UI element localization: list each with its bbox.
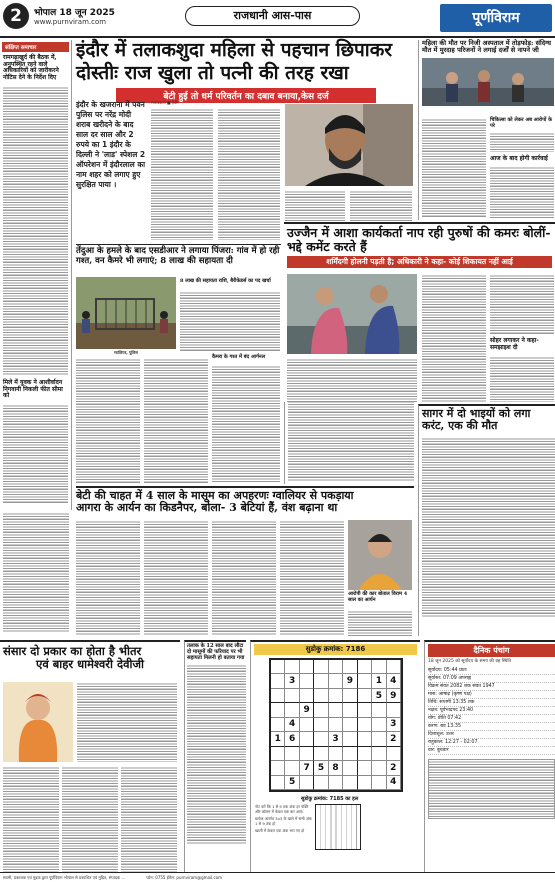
sudoku-cell — [358, 747, 372, 761]
sudoku-cell: 4 — [285, 718, 299, 732]
ujjain-headline: उज्जैन में आशा कार्यकर्ता नाप रही पुरुषों की कमरः बोलीं- भद्दे कमेंट करते हैं — [287, 225, 551, 254]
sudoku-cell — [285, 660, 299, 674]
kidnap-story — [76, 486, 414, 636]
sudoku-cell — [285, 703, 299, 717]
left-column — [0, 40, 72, 510]
panchang-line: दिशाशूल: उत्तर — [428, 731, 555, 739]
sudoku-cell — [372, 718, 386, 732]
sudoku-tip-1: नोट करें कि 1 से 9 तक अंक हर पंक्ति और कॉलम में केवल एक बार आएं। — [255, 804, 309, 814]
brand-logo: पूर्णविराम — [440, 4, 552, 32]
sudoku-cell: 5 — [372, 689, 386, 703]
sudoku-cell — [314, 732, 328, 746]
leopard-body-4 — [212, 365, 280, 483]
ujjain-body-1 — [287, 358, 417, 402]
sudoku-cell: 3 — [285, 674, 299, 688]
sudoku-cell — [329, 747, 343, 761]
sudoku-cell — [343, 689, 357, 703]
religion-photo — [3, 682, 73, 762]
main-headline-line1: इंदौर में तलाकशुदा महिला से पहचान छिपाकर — [76, 39, 393, 61]
leopard-headline: तेंदुआ के हमले के बाद एसडीआर ने लगाया पिंजरा: गांव में हो रही गश्त, वन कैमरे भी लगाएं; 8 लाख की सहायता दी — [76, 246, 280, 266]
sudoku-cell: 7 — [300, 761, 314, 775]
leopard-body-1 — [76, 358, 140, 483]
sudoku-cell — [329, 660, 343, 674]
sudoku-cell — [343, 703, 357, 717]
sudoku-cell — [358, 761, 372, 775]
sudoku-tip-2: प्रत्येक अंतर्गत 3x3 के खाने में सभी अंक 1 से 9 तक हो — [255, 816, 312, 826]
panchang-table — [428, 759, 555, 819]
sudoku-cell: 2 — [387, 761, 401, 775]
sudoku-tip-3: खाली में केवल एक अंक भरा गए हो — [255, 828, 305, 833]
left-lower-body — [3, 512, 69, 632]
right-top-headline: महिला की मौत पर निजी अस्पताल में तोड़फोड़: संदिग्ध मौत में मुरदाह परिजनों ने लगाई दर्जों से नापने जी — [422, 39, 551, 55]
sudoku-cell: 9 — [300, 703, 314, 717]
ujjain-photo — [287, 274, 417, 354]
religion-story — [0, 640, 180, 872]
sudoku-cell — [372, 761, 386, 775]
sudoku-cell — [271, 718, 285, 732]
main-headline-line2: दोस्तीः राज खुला तो पत्नी की तरह रखा — [76, 62, 349, 85]
leopard-photo — [76, 277, 176, 349]
sudoku-cell — [372, 732, 386, 746]
sudoku-cell — [343, 732, 357, 746]
ujjain-body-3 — [490, 274, 554, 334]
sudoku-cell — [271, 747, 285, 761]
leopard-body-3 — [180, 291, 280, 351]
dateline: भोपाल 18 जून 2025 — [34, 8, 115, 18]
ujjain-body-2 — [422, 274, 486, 402]
ujjain-band: शर्मिंदगी होलनी पड़ती है; अधिकारी ने कहा- कोई शिकायत नहीं आई — [287, 256, 552, 268]
sudoku-cell — [314, 776, 328, 790]
sudoku-cell — [358, 776, 372, 790]
sudoku-cell — [285, 761, 299, 775]
sudoku-tips — [255, 804, 313, 833]
panchang-date: 18 जून 2025 को सूर्योदय के समय की ग्रह स्थिति — [428, 659, 512, 664]
leopard-story — [76, 244, 281, 484]
sudoku-cell — [329, 703, 343, 717]
sudoku-cell: 4 — [387, 674, 401, 688]
panchang-line: सूर्योदय: 05:44 प्रातः — [428, 667, 555, 675]
main-body-col1 — [151, 108, 213, 240]
kidnap-photo — [348, 520, 412, 590]
sudoku-answer-grid — [315, 804, 361, 850]
kidnap-headline-line2: आगरा के आर्यन का किडनैपर, बोला- 3 बेटियां हैं, वंश बढ़ाना था — [76, 501, 338, 515]
footer-contact: फोन: 0755 ईमेल: purnviram@gmail.com — [146, 875, 222, 880]
main-story — [76, 40, 414, 240]
kidnap-body-3 — [212, 520, 276, 636]
right-top-subhead-b: आज के बाद होगी कार्रवाई — [490, 155, 548, 162]
brief2-body — [3, 404, 68, 504]
sudoku-cell — [271, 674, 285, 688]
leopard-photo-caption: ग्वालियर, पुलिस — [114, 350, 138, 355]
sudoku-cell — [271, 660, 285, 674]
sudoku-cell: 3 — [329, 732, 343, 746]
sudoku-cell: 6 — [285, 732, 299, 746]
sudoku-cell — [343, 761, 357, 775]
religion-body-1 — [77, 682, 177, 762]
panchang-line: विक्रम संवत 2082 शक संवत 1947 — [428, 683, 555, 691]
footer — [0, 872, 555, 882]
sudoku-cell — [300, 660, 314, 674]
brief-body — [3, 86, 68, 376]
sudoku-cell — [358, 689, 372, 703]
sudoku-cell: 1 — [372, 674, 386, 688]
sudoku-cell — [314, 703, 328, 717]
sudoku-cell — [343, 660, 357, 674]
sudoku-cell — [300, 776, 314, 790]
sudoku-cell — [329, 674, 343, 688]
religion-headline-line1: संसार दो प्रकार का होता है भीतर — [3, 644, 142, 658]
sudoku-cell: 1 — [271, 732, 285, 746]
panchang-line: सूर्यास्त: 07:09 अपराह्न — [428, 675, 555, 683]
right-top-photo — [422, 58, 554, 106]
main-pullquote: इंदौर के खजराना में पवन पुलिस पर नरेंद्र मोदी शराब खरीदने के बाद साल दर साल और 2 रुपये का 1 इंदौर के दिल्ली ने 'लाड' स्पेशल 2 ऑपरेशन में इंदौरलाल का नाम शहर को लगाए हुए सुरक्षित पाया । — [76, 100, 146, 189]
panchang-panel — [424, 640, 555, 872]
sudoku-cell — [329, 718, 343, 732]
main-byline: संवाददाता ■ इंदौर — [151, 100, 179, 105]
sudoku-cell — [271, 761, 285, 775]
brief-section-tag: संक्षिप्त समाचार — [2, 42, 69, 52]
sudoku-cell — [314, 718, 328, 732]
right-top-body-b — [490, 132, 554, 152]
panchang-line: नक्षत्र: पूर्वभाद्रपद 23:40 — [428, 707, 555, 715]
sudoku-cell — [358, 660, 372, 674]
sudoku-panel — [250, 640, 420, 872]
sudoku-cell — [314, 674, 328, 688]
panchang-line: मास: आषाढ़ (कृष्ण पक्ष) — [428, 691, 555, 699]
sudoku-cell — [358, 732, 372, 746]
ujjain-subhead: सोहर लगाकर ने कहा- समझाइश दी — [490, 337, 539, 351]
main-story-photo — [285, 104, 413, 186]
sudoku-cell — [343, 776, 357, 790]
sudoku-cell: 2 — [387, 732, 401, 746]
sudoku-cell — [300, 747, 314, 761]
leopard-body-2 — [144, 358, 208, 483]
panchang-line: वार: बुधवार — [428, 747, 555, 755]
sudoku-cell — [329, 689, 343, 703]
page-number: 2 — [3, 3, 29, 29]
panchang-line: योग: प्रीति 07:42 — [428, 715, 555, 723]
sudoku-cell — [358, 703, 372, 717]
main-body-col2 — [218, 108, 280, 240]
sudoku-cell: 4 — [387, 776, 401, 790]
sudoku-cell — [300, 732, 314, 746]
brief2-headline: मिले में युवक ने आशीर्वादन निगवानी निकली फीत सीमा को — [3, 378, 63, 400]
sudoku-cell — [343, 747, 357, 761]
sudoku-cell — [271, 776, 285, 790]
sudoku-grid — [269, 658, 403, 792]
sudoku-cell — [372, 703, 386, 717]
ujjain-body-4 — [490, 356, 554, 402]
panchang-title: दैनिक पंचांग — [428, 644, 555, 657]
kidnap-body-2 — [144, 520, 208, 636]
right-top-body-c — [490, 166, 554, 218]
sudoku-cell — [343, 718, 357, 732]
notice-story — [184, 640, 246, 872]
website[interactable]: www.purnviram.com — [34, 18, 107, 26]
sudoku-cell — [358, 718, 372, 732]
sudoku-cell — [314, 660, 328, 674]
right-top — [418, 40, 555, 220]
sudoku-cell — [271, 703, 285, 717]
sudoku-cell — [300, 674, 314, 688]
sagar-story — [418, 404, 555, 636]
sudoku-cell — [329, 776, 343, 790]
sudoku-cell — [358, 674, 372, 688]
panchang-line: करण: बव 13:35 — [428, 723, 555, 731]
sudoku-cell — [285, 689, 299, 703]
right-top-body-a — [422, 118, 486, 218]
main-subhead: बेटी हुई तो धर्म परिवर्तन का दबाव बनाया,केस दर्ज — [116, 88, 376, 103]
sudoku-cell: 3 — [387, 718, 401, 732]
sudoku-answer-title: सुडोकु क्रमांक: 7185 का हल — [301, 796, 359, 802]
religion-headline-line2: एवं बाहर धामेश्वरी देवीजी — [35, 656, 144, 671]
footer-imprint: स्वामी, प्रकाशक एवं मुद्रक द्वारा पूर्णविराम भोपाल से प्रकाशित एवं मुद्रित, संपादक ... — [3, 875, 126, 880]
sudoku-title: सुडोकु क्रमांक: 7186 — [254, 644, 417, 655]
leopard-subhead-a: 8 लाख की सहायता राशि, बैरीकेडर्स का पद खर्चा — [180, 278, 271, 284]
masthead — [0, 0, 555, 38]
panchang-lines — [428, 667, 555, 755]
sudoku-cell — [314, 747, 328, 761]
sudoku-cell — [285, 747, 299, 761]
sagar-body — [422, 437, 555, 617]
sudoku-cell — [387, 747, 401, 761]
panchang-line: राहुकाल: 12:27 - 02:07 — [428, 739, 555, 747]
sudoku-cell — [314, 689, 328, 703]
panchang-line: तिथि: सप्तमी 13:35 तक — [428, 699, 555, 707]
sudoku-cell — [387, 703, 401, 717]
sudoku-cell — [387, 660, 401, 674]
kidnap-subhead: आरोपी की कार बोताल विराम 4 साल का आर्यन — [348, 591, 408, 603]
right-top-subhead-a: चिकित्सा को लेकर अब आरोपों के परे — [490, 117, 552, 129]
religion-body-2 — [3, 766, 59, 872]
sagar-headline: सागर में दो भाइयों को लगा करंट, एक की मौत — [422, 407, 531, 433]
kidnap-body-5 — [348, 610, 412, 636]
kidnap-body-1 — [76, 520, 140, 636]
notice-headline: तलाक के 12 साल बाद लौटा दो मासूमों की फरियाद पर भी सहायता मिलनी हो बताया गया — [187, 643, 245, 661]
leopard-subhead-b: कैमरा के गश्त में बंद आर्गनल — [212, 354, 266, 360]
section-banner: राजधानी आस-पास — [185, 6, 360, 26]
notice-body — [187, 664, 246, 844]
sudoku-cell: 5 — [314, 761, 328, 775]
religion-body-3 — [62, 766, 118, 872]
sudoku-cell — [300, 689, 314, 703]
sudoku-cell: 9 — [387, 689, 401, 703]
ujjain-story — [284, 222, 555, 402]
sudoku-cell: 9 — [343, 674, 357, 688]
brief-headline: रामगढ़ाखुर्द की बैठक में, अनुपस्थित रहने वाले अधिकारियों को जारीकरने नोटिस देने के निर्देश दिए — [3, 54, 59, 82]
sudoku-cell — [372, 660, 386, 674]
kidnap-body-4 — [280, 520, 344, 636]
sudoku-cell — [271, 689, 285, 703]
sudoku-cell: 8 — [329, 761, 343, 775]
sudoku-cell — [300, 718, 314, 732]
religion-body-4 — [121, 766, 177, 872]
sudoku-cell — [372, 747, 386, 761]
sudoku-cell: 5 — [285, 776, 299, 790]
sudoku-cell — [372, 776, 386, 790]
kidnap-headline-line1: बेटी की चाहत में 4 साल के मासूम का अपहरणः ग्वालियर से पकड़ाया — [76, 489, 354, 502]
